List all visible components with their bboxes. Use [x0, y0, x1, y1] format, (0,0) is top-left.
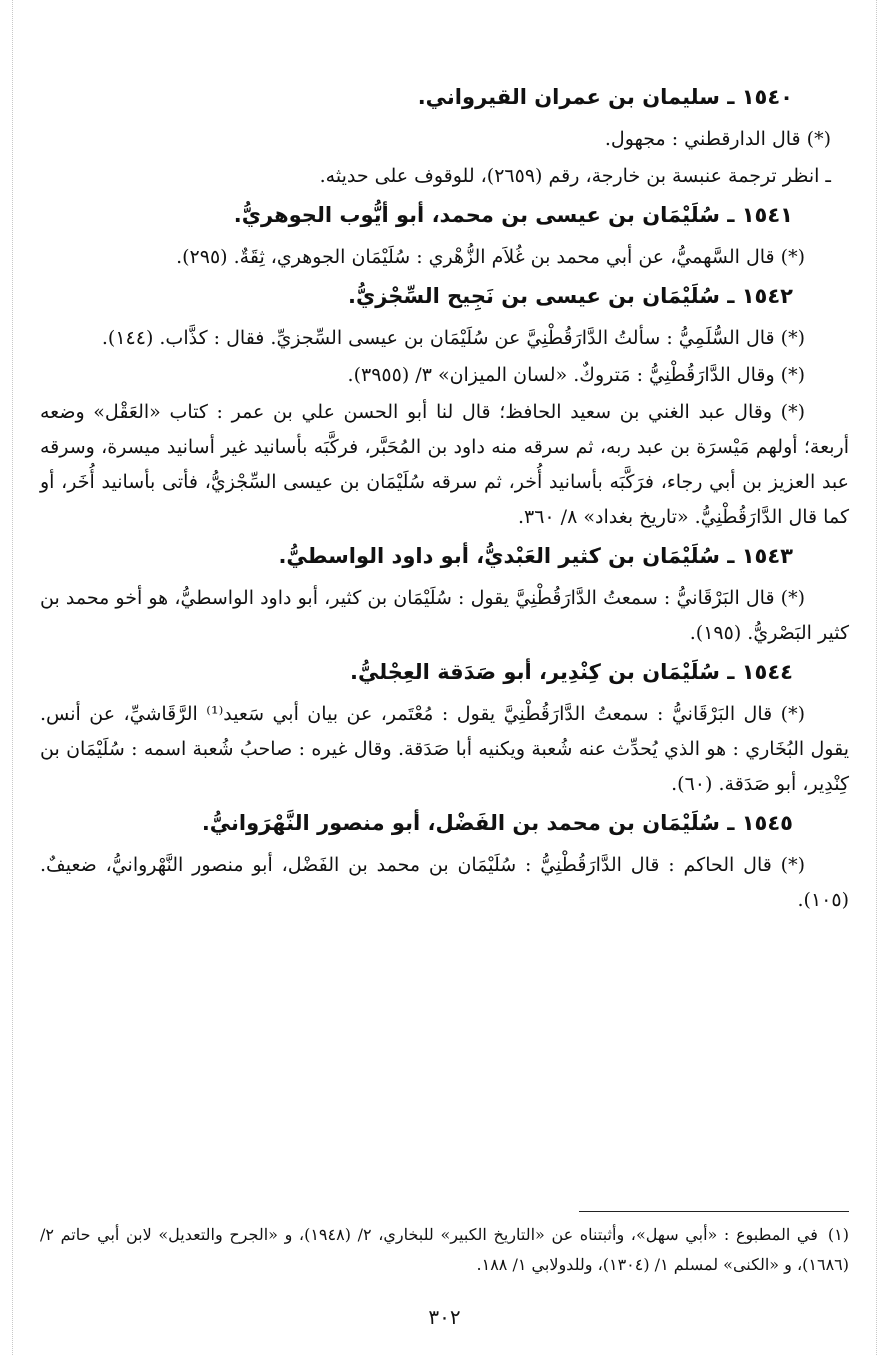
page-number: ٣٠٢: [428, 1305, 461, 1329]
entry-heading: ١٥٤٣ ـ سُلَيْمَان بن كثير العَبْديُّ، أبو داود الواسطيُّ.: [278, 544, 793, 568]
entry-paragraph: (*) قال السُّلَمِيُّ : سألتُ الدَّارَقُطْنِيَّ عن سُلَيْمَان بن عيسى السِّجزيِّ. فقال : كذَّاب. (١٤٤).: [101, 327, 805, 349]
entry-heading: ١٥٤٤ ـ سُلَيْمَان بن كِنْدِير، أبو صَدَقة العِجْليُّ.: [350, 660, 793, 684]
entry-heading: ١٥٤٥ ـ سُلَيْمَان بن محمد بن الفَضْل، أبو منصور النَّهْرَوانيُّ.: [201, 811, 793, 835]
entry-paragraph: (*) وقال عبد الغني بن سعيد الحافظ؛ قال لنا أبو الحسن علي بن عمر : كتاب «العَقْل» وضعه أربعة؛ أولهم مَيْسرَة بن عبد ربه، ثم سرقه منه داود بن المُحَبَّر، فركَّبَه بأسانيد غير أسانيد ميسرة، وسرقه عبد العزيز بن أبي رجاء، فرَكَّبَه بأسانيد أُخر، ثم سرقه سُلَيْمَان بن عيسى السِّجْزيُّ، فأتى بأسانيد أُخَر، أو كما قال الدَّارَقُطْنِيُّ. «تاريخ بغداد» ٨/ ٣٦٠.: [40, 401, 849, 528]
footnotes: [40, 1220, 849, 1280]
footnote-marker: (١): [827, 1225, 849, 1244]
entry-paragraph: (*) قال السَّهميُّ، عن أبي محمد بن غُلاَم الزُّهْري : سُلَيْمَان الجوهري، ثِقَةٌ. (٢٩٥).: [176, 246, 805, 268]
entry-paragraph: (*) وقال الدَّارَقُطْنِيُّ : مَتروكٌ. «لسان الميزان» ٣/ (٣٩٥٥).: [347, 364, 805, 386]
entry-paragraph: (*) قال الحاكم : قال الدَّارَقُطْنِيُّ : سُلَيْمَان بن محمد بن الفَضْل، أبو منصور النَّهْروانيُّ، ضعيفٌ. (١٠٥).: [40, 854, 849, 911]
entry-1541: [40, 196, 849, 275]
entry-1540: [40, 78, 849, 194]
entry-1545: [40, 804, 849, 918]
page-body: [40, 78, 849, 1355]
footnote-text: في المطبوع : «أبي سهل»، وأثبتناه عن «التاريخ الكبير» للبخاري، ٢/ (١٩٤٨)، و «الجرح والتعديل» لابن أبي حاتم ٢/ (١٦٨٦)، و «الكنى» لمسلم ١/ (١٣٠٤)، وللدولابي ١/ ١٨٨.: [40, 1225, 849, 1274]
entry-paragraph: ـ انظر ترجمة عنبسة بن خارجة، رقم (٢٦٥٩)، للوقوف على حديثه.: [319, 165, 831, 187]
entry-heading: ١٥٤٢ ـ سُلَيْمَان بن عيسى بن نَجِيح السِّجْزيُّ.: [347, 284, 793, 308]
entry-paragraph: (*) قال البَرْقَانيُّ : سمعتُ الدَّارَقُطْنِيَّ يقول : مُعْتَمر، عن بيان أبي سَعيد⁽¹⁾ الرَّقَاشيِّ، عن أنس. يقول البُخَاري : هو الذي يُحدِّث عنه شُعبة ويكنيه أبا صَدَقة. وقال غيره : صاحبُ شُعبة اسمه : سُلَيْمَان بن كِنْدِير، أبو صَدَقة. (٦٠).: [40, 703, 849, 795]
entry-paragraph: (*) قال البَرْقَانيُّ : سمعتُ الدَّارَقُطْنِيَّ يقول : سُلَيْمَان بن كثير، أبو داود الواسطيُّ، هو أخو محمد بن كثير البَصْريُّ. (١٩٥).: [40, 587, 849, 644]
entry-heading: ١٥٤١ ـ سُلَيْمَان بن عيسى بن محمد، أبو أيُّوب الجوهريُّ.: [233, 203, 793, 227]
footnote-divider: [579, 1211, 849, 1212]
entry-1543: [40, 537, 849, 651]
entry-paragraph: (*) قال الدارقطني : مجهول.: [604, 128, 831, 150]
entry-heading: ١٥٤٠ ـ سليمان بن عمران القيرواني.: [417, 85, 793, 109]
entry-1542: [40, 277, 849, 535]
entry-1544: [40, 653, 849, 802]
